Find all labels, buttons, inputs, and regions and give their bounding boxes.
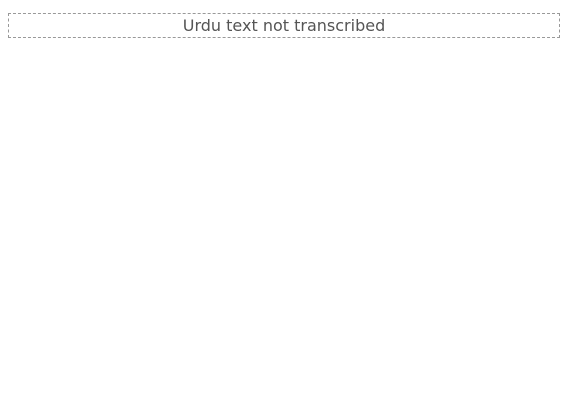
transcription-placeholder: Urdu text not transcribed <box>8 13 560 38</box>
